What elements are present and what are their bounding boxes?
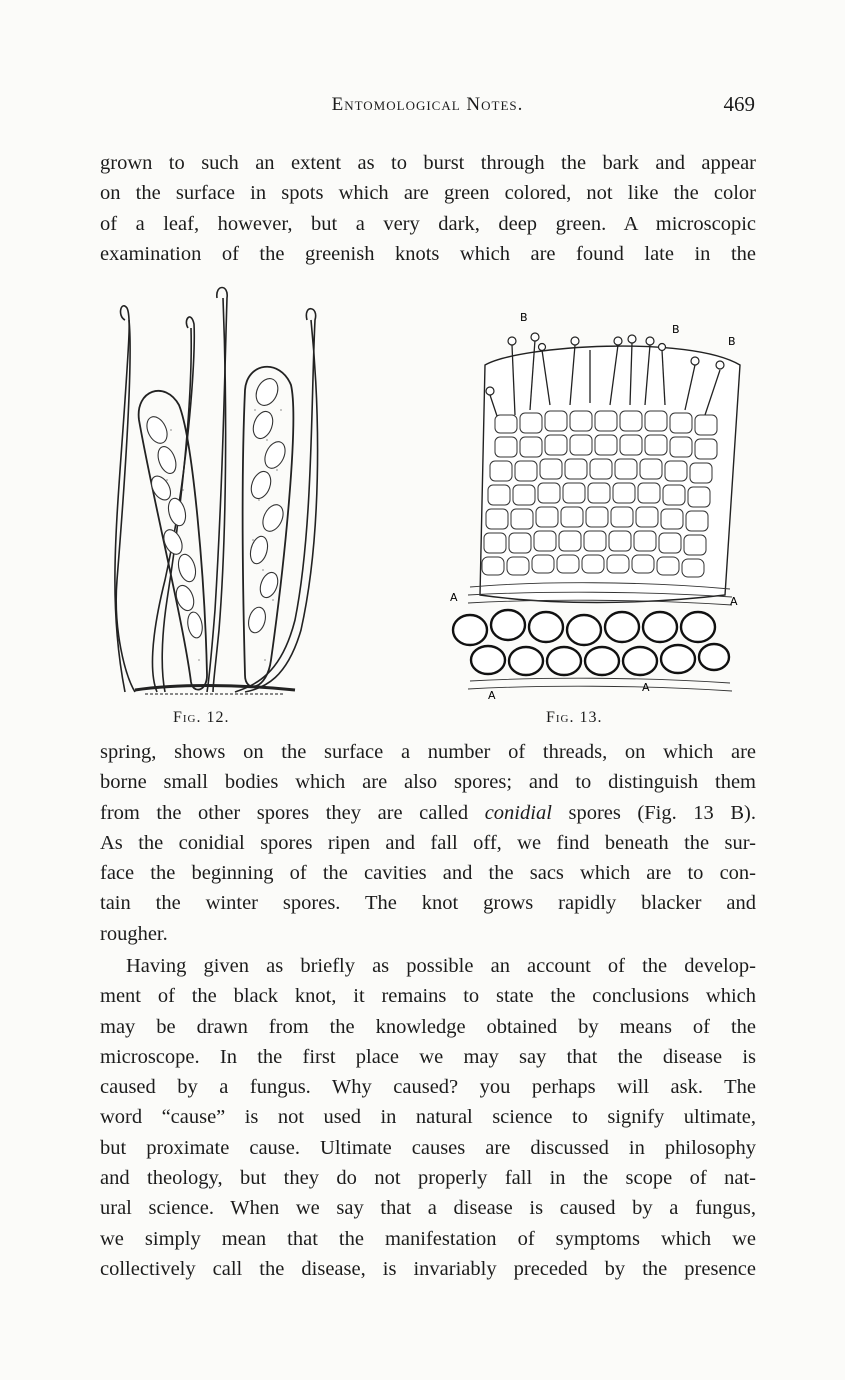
text-line: tain the winter spores. The knot grows rapidly blacker and: [100, 892, 756, 915]
text-line: rougher.: [100, 922, 168, 945]
text-line: word “cause” is not used in natural science to signify ultimate,: [100, 1106, 756, 1129]
text-line-with-emphasis: [100, 798, 756, 828]
paragraph-1: [100, 148, 756, 269]
text-line: microscope. In the first place we may say that the disease is: [100, 1045, 756, 1068]
text-line: ural science. When we say that a disease is caused by a fungus,: [100, 1197, 756, 1220]
text-line: but proximate cause. Ultimate causes are discussed in philosophy: [100, 1136, 756, 1159]
fig13-label-a-2: A: [730, 595, 738, 608]
text-line: borne small bodies which are also spores; and to distinguish them: [100, 771, 756, 794]
text-line: of a leaf, however, but a very dark, deep green. A microscopic: [100, 212, 756, 235]
fig13-label-b-1: B: [520, 311, 528, 324]
fig13-label-a-3: A: [488, 689, 496, 702]
fig13-label-a-1: A: [450, 591, 458, 604]
running-head-title: Entomological Notes.: [331, 94, 524, 115]
text-line: may be drawn from the knowledge obtained by means of the: [100, 1015, 756, 1038]
emphasis-conidial: conidial: [484, 801, 552, 824]
figure-13-illustration: [440, 305, 760, 705]
text-line: spring, shows on the surface a number of threads, on which are: [100, 741, 756, 763]
text-line: face the beginning of the cavities and the sacs which are to con-: [100, 862, 756, 885]
text-line: collectively call the disease, is invariably preceded by the presence: [100, 1257, 756, 1280]
figure-12-illustration: [95, 280, 335, 700]
figure-13-caption: Fig. 13.: [546, 709, 603, 726]
text-segment: spores (Fig. 13 B).: [551, 801, 757, 824]
figure-12-caption: Fig. 12.: [173, 709, 230, 726]
fig13-label-b-3: B: [728, 335, 736, 348]
running-head: [100, 94, 755, 122]
page-number: 469: [723, 92, 755, 116]
text-segment: from the other spores they are called: [100, 801, 485, 824]
paragraph-3: [100, 951, 756, 1284]
text-line: As the conidial spores ripen and fall off, we find beneath the sur-: [100, 831, 756, 854]
text-line: caused by a fungus. Why caused? you perhaps will ask. The: [100, 1076, 756, 1099]
text-line: on the surface in spots which are green colored, not like the color: [100, 182, 756, 205]
text-line: we simply mean that the manifestation of symptoms which we: [100, 1227, 756, 1250]
fig13-label-b-2: B: [672, 323, 680, 336]
fig13-label-a-4: A: [642, 681, 650, 694]
paragraph-2: [100, 737, 756, 949]
text-line: and theology, but they do not properly fall in the scope of nat-: [100, 1167, 756, 1190]
text-line: ment of the black knot, it remains to state the conclusions which: [100, 985, 756, 1008]
text-line: examination of the greenish knots which are found late in the: [100, 242, 756, 265]
text-line: grown to such an extent as to burst through the bark and appear: [100, 152, 756, 174]
text-line: Having given as briefly as possible an account of the develop-: [126, 955, 756, 977]
